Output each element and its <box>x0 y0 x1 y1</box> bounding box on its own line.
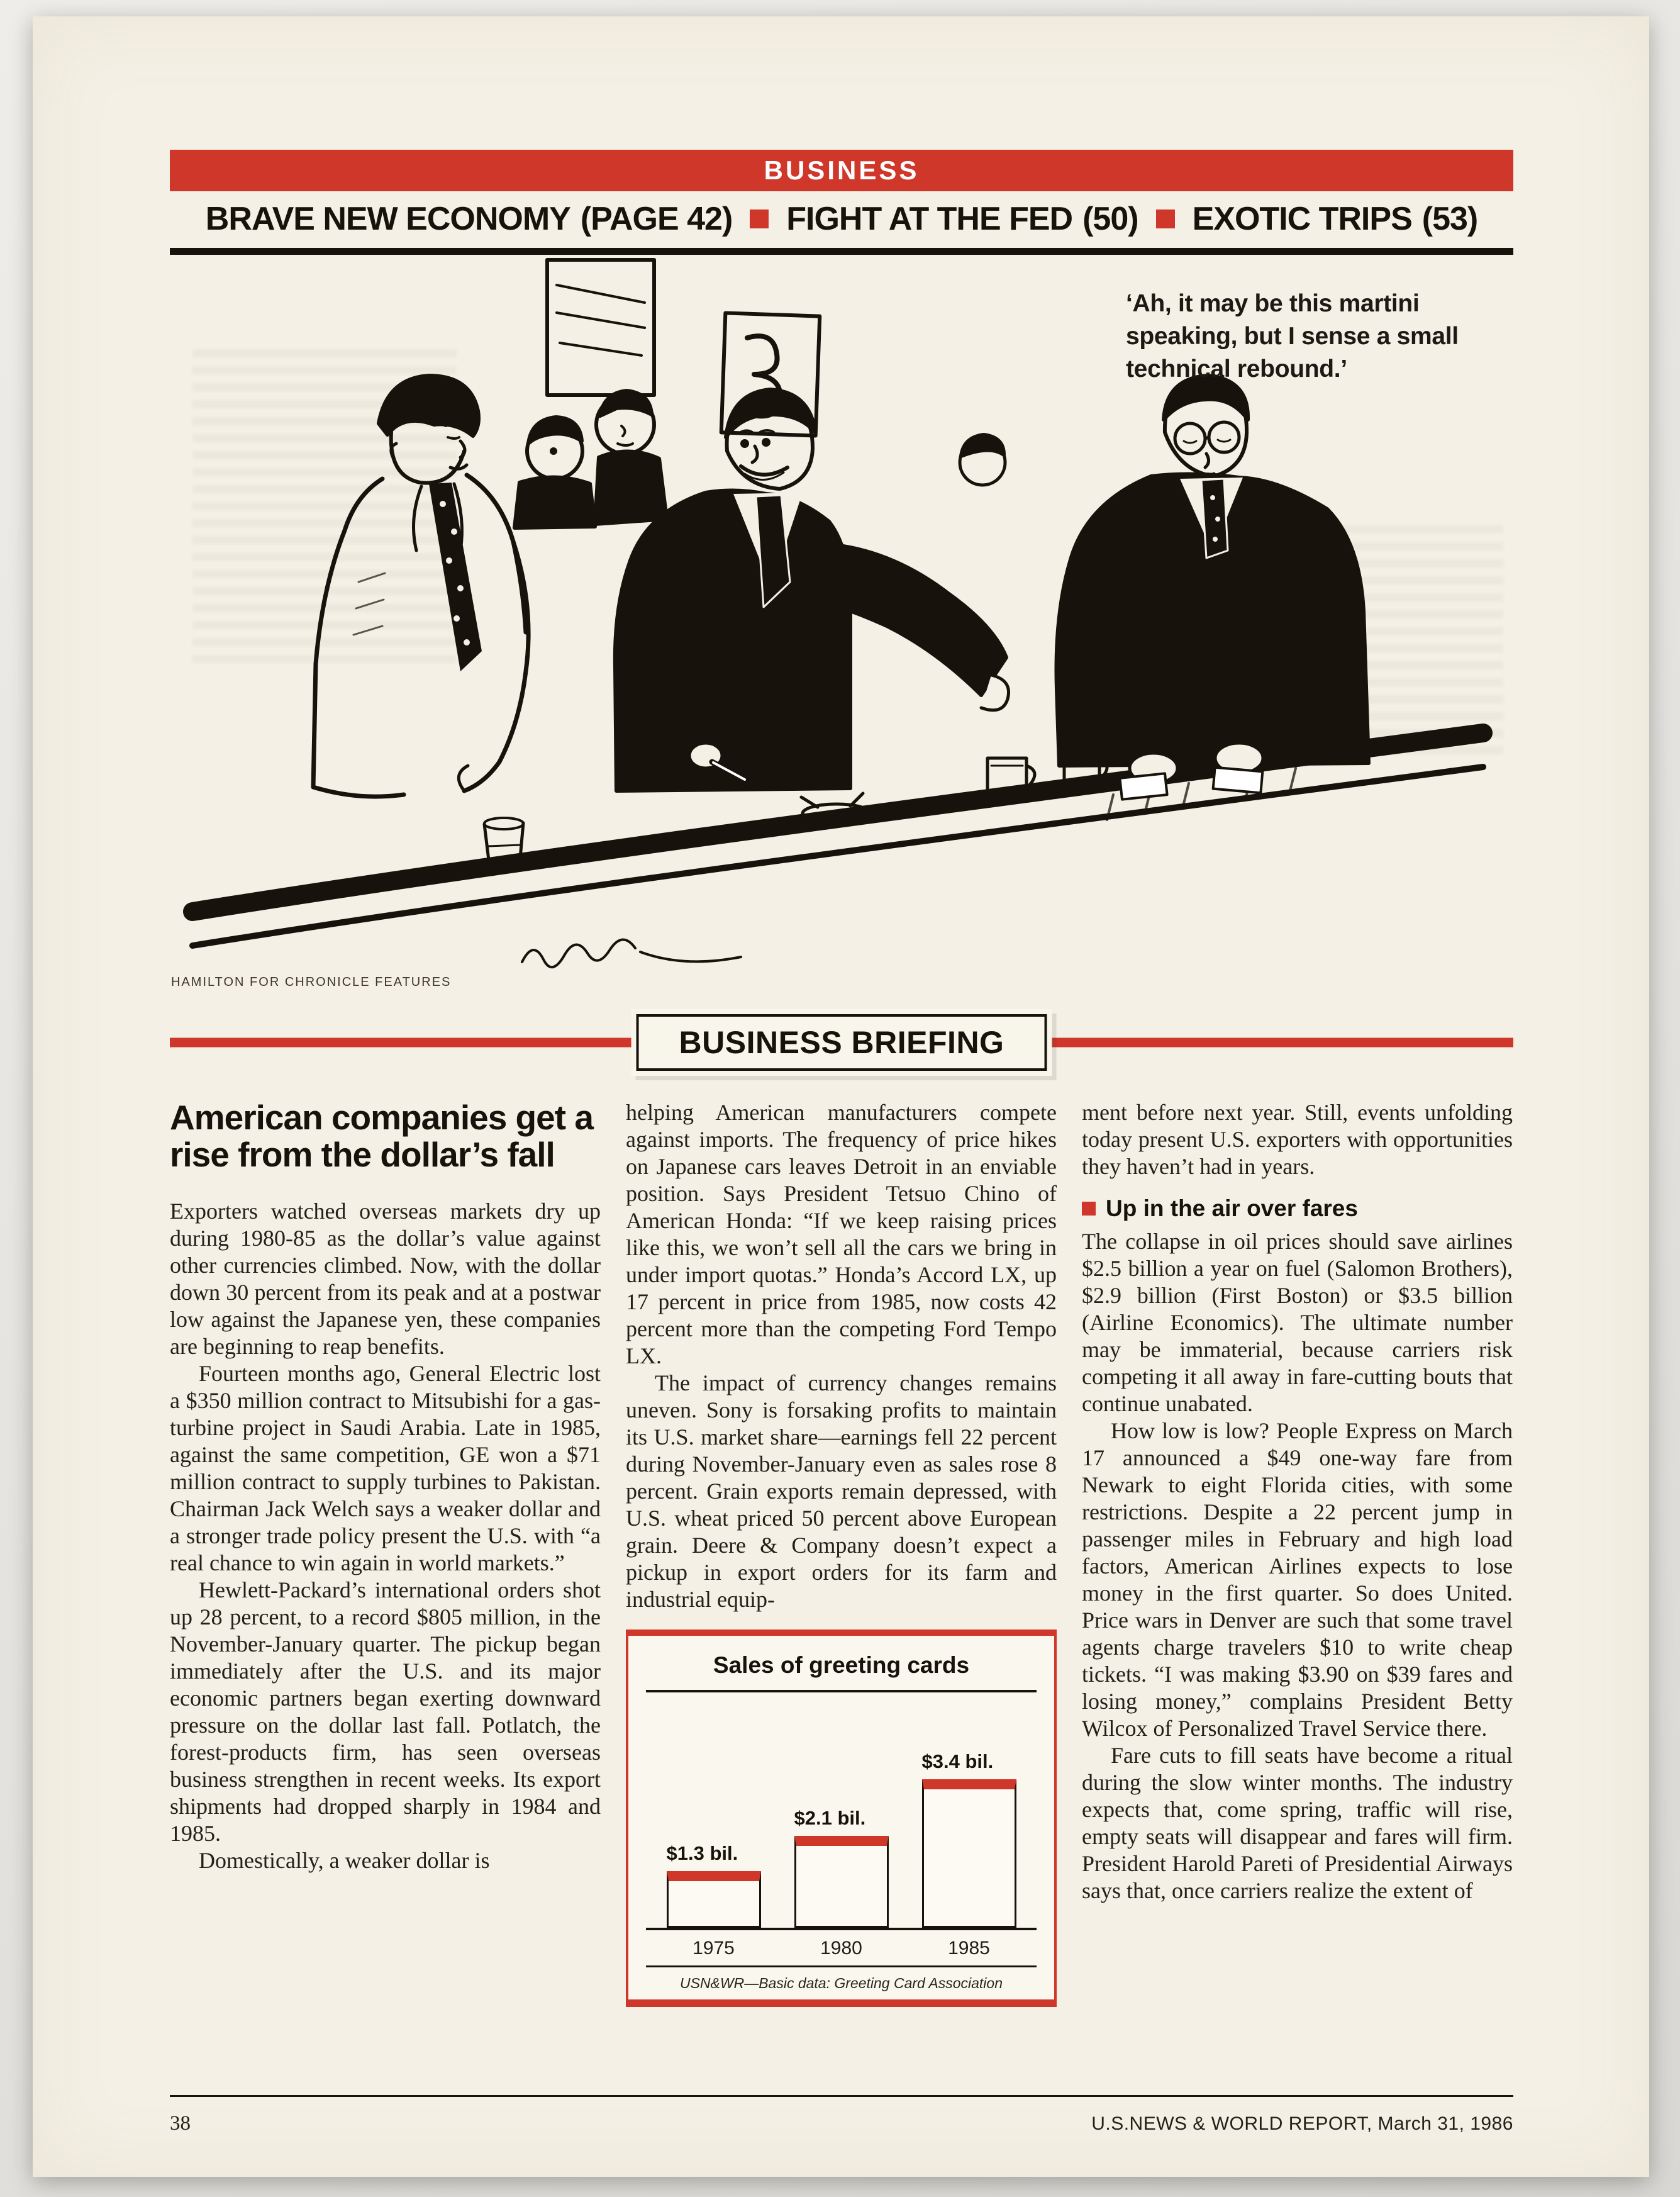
contents-item <box>206 200 733 238</box>
body-paragraph: ment before next year. Still, events unfolding today present U.S. exporters with opportunities they haven’t had in years. <box>1082 1100 1513 1179</box>
page-footer <box>170 2095 1513 2135</box>
briefing-title-box <box>637 1014 1047 1071</box>
column-2 <box>626 1099 1057 2071</box>
contents-item-pageref: (50) <box>1082 201 1138 237</box>
briefing-title: BUSINESS BRIEFING <box>679 1025 1004 1060</box>
background-patron-right <box>960 435 1005 485</box>
contents-item-label: FIGHT AT THE FED <box>786 201 1073 237</box>
magazine-credit: U.S.NEWS & WORLD REPORT, March 31, 1986 <box>1091 2113 1513 2134</box>
column-3 <box>1082 1099 1513 2071</box>
body-paragraph: Domestically, a weaker dollar is <box>199 1847 490 1873</box>
right-man <box>1057 376 1369 766</box>
article-columns <box>170 1099 1513 2071</box>
body-paragraph: Fare cuts to fill seats have become a ritual during the slow winter months. The industry expects that, come spring, traffic will rise, empty seats will disappear and fares will firm. President Harold Pareti of Presidential Airways says that, once carriers realize the extent of <box>1082 1743 1513 1903</box>
chart-source: USN&WR—Basic data: Greeting Card Association <box>646 1965 1037 1999</box>
artist-signature <box>522 939 741 967</box>
contents-item <box>1193 200 1478 238</box>
chart-value-label: $1.3 bil. <box>666 1842 738 1864</box>
red-square-separator <box>750 210 769 228</box>
chart-plot-area <box>646 1692 1037 1930</box>
body-paragraph: How low is low? People Express on March 17 announced a $49 one-way fare from Newark to eight Florida cities, with some restrictions. Despite a 22 percent jump in passenger miles in February and high load factors, American Airlines expects to lose money in the first quarter. So does United. Price wars in Denver are such that some travel agents charge travelers $10 to write cheap tickets. “I was making $3.90 on $39 fares and losing money,” complains President Betty Wilcox of Personalized Travel Service there. <box>1082 1418 1513 1741</box>
contents-line <box>170 200 1513 238</box>
cartoon-credit: HAMILTON FOR CHRONICLE FEATURES <box>171 975 452 989</box>
body-paragraph: The collapse in oil prices should save airlines $2.5 billion a year on fuel (Salomon Brothers), $2.9 billion (First Boston) or $3.5 billion (Airline Economics). The ultimate number may be immaterial, because carriers risk competing it all away in fare-cutting bouts that continue unabated. <box>1082 1229 1513 1416</box>
chart-bar <box>922 1779 1016 1928</box>
magazine-page <box>33 16 1649 2177</box>
cartoon-illustration <box>170 255 1513 1003</box>
section-banner <box>170 150 1513 191</box>
body-paragraph: Hewlett-Packard’s international orders shot up 28 percent, to a record $805 million, in the November-January quarter. The pickup began immediately after the U.S. and its major economic partners began exerting downward pressure on the dollar last fall. Potlatch, the forest-products firm, has seen overseas business strengthen in recent weeks. Its export shipments had dropped sharply in 1984 and 1985. <box>170 1577 601 1846</box>
chart-year-label: 1985 <box>948 1938 990 1959</box>
section-banner-label: BUSINESS <box>764 155 920 185</box>
left-man <box>313 376 528 797</box>
middle-man <box>615 389 1009 791</box>
body-paragraph: Fourteen months ago, General Electric lost a $350 million contract to Mitsubishi for a gas-turbine project in Saudi Arabia. Late in 1985, against the same competition, GE won a $71 million contract to supply turbines to Pakistan. Chairman Jack Welch says a weaker dollar and a stronger trade policy present the U.S. with “a real chance to win again in world markets.” <box>170 1360 601 1575</box>
body-paragraph: helping American manufacturers compete against imports. The frequency of price hikes on Japanese cars leaves Detroit in an enviable position. Says President Tetsuo Chino of American Honda: “If we keep raising prices like this, we won’t sell all the cars we bring in under import quotas.” Honda’s Accord LX, up 17 percent in price from 1985, now costs 42 percent more than the competing Ford Tempo LX. <box>626 1100 1057 1368</box>
header-rule <box>170 248 1513 255</box>
contents-item-pageref: (PAGE 42) <box>580 201 733 237</box>
contents-item-label: BRAVE NEW ECONOMY <box>205 201 570 237</box>
article-subhead <box>1082 1195 1513 1222</box>
greeting-cards-chart <box>626 1630 1057 2007</box>
red-square-bullet <box>1082 1202 1096 1216</box>
chart-bar-group <box>922 1750 1016 1928</box>
cartoon-caption: ‘Ah, it may be this martini speaking, but I sense a small technical rebound.’ <box>1126 290 1459 383</box>
chart-year-label: 1975 <box>693 1938 735 1959</box>
chart-bar-group <box>667 1842 761 1928</box>
chart-value-label: $3.4 bil. <box>921 1750 994 1772</box>
column-1 <box>170 1099 601 2071</box>
chart-bar <box>667 1871 761 1928</box>
chart-title: Sales of greeting cards <box>646 1645 1037 1692</box>
contents-item <box>786 200 1138 238</box>
background-patrons <box>515 391 667 528</box>
page-content <box>170 150 1513 2135</box>
chart-value-label: $2.1 bil. <box>794 1807 866 1829</box>
page-number: 38 <box>170 2112 191 2135</box>
contents-item-label: EXOTIC TRIPS <box>1192 201 1412 237</box>
red-square-separator <box>1156 210 1175 228</box>
chart-bar-group <box>794 1807 889 1928</box>
subhead-label: Up in the air over fares <box>1106 1195 1358 1221</box>
chart-x-axis <box>646 1930 1037 1965</box>
chart-bar <box>794 1836 889 1928</box>
chart-year-label: 1980 <box>820 1938 862 1959</box>
article-title: American companies get a rise from the dollar’s fall <box>170 1099 593 1175</box>
briefing-divider <box>170 1007 1513 1078</box>
contents-item-pageref: (53) <box>1421 201 1478 237</box>
body-paragraph: Exporters watched overseas markets dry up during 1980-85 as the dollar’s value against other currencies climbed. Now, with the dollar down 30 percent from its peak and at a postwar low against the Japanese yen, these companies are beginning to reap benefits. <box>170 1198 601 1359</box>
body-paragraph: The impact of currency changes remains uneven. Sony is forsaking profits to maintain its U.S. market share—earnings fell 22 percent during November-January even as sales rose 8 percent. Grain exports remain depressed, with U.S. wheat priced 50 percent above European grain. Deere & Company doesn’t expect a pickup in export orders for its farm and industrial equip- <box>626 1370 1057 1612</box>
